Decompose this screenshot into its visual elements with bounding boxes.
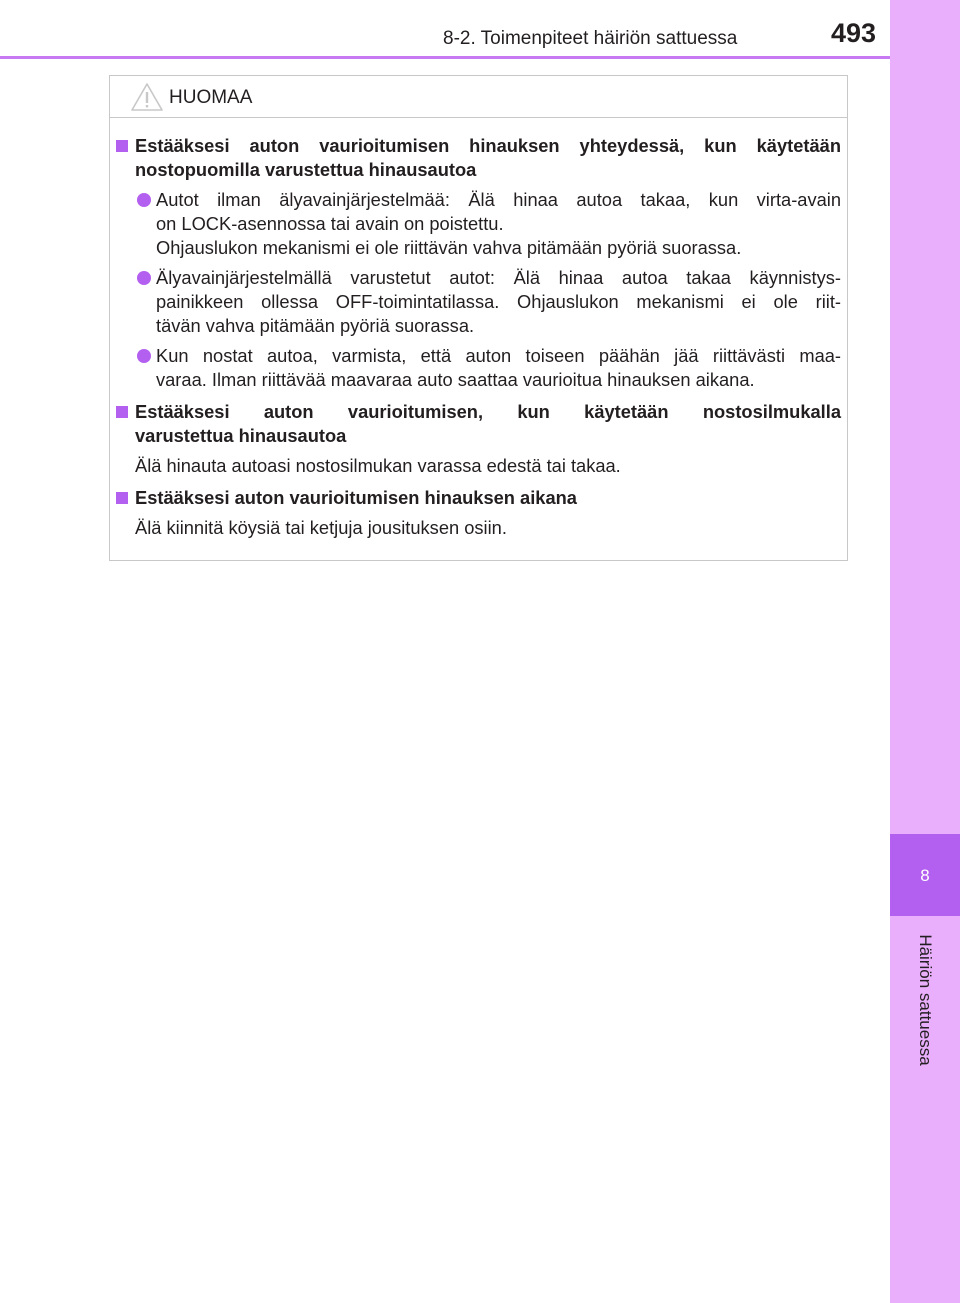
bullet-line: Ohjauslukon mekanismi ei ole riittävän vahva pitämään pyöriä suorassa.	[156, 237, 742, 258]
notice-body	[116, 134, 841, 540]
bullet-line: Autot ilman älyavainjärjestelmää: Älä hinaa autoa takaa, kun virta-avain	[156, 189, 841, 210]
section-title-line: Estääksesi auton vaurioitumisen hinauksen aikana	[135, 487, 577, 508]
bullet-item	[135, 188, 841, 260]
bullet-dot-icon	[137, 193, 151, 207]
bullet-line: tävän vahva pitämään pyöriä suorassa.	[156, 315, 475, 336]
chapter-label: Häiriön sattuessa	[916, 934, 935, 1066]
bullet-item	[135, 266, 841, 338]
section-title-line: Estääksesi auton vaurioitumisen hinauksen yhteydessä, kun käytetään	[135, 135, 841, 156]
section-title-line: nostopuomilla varustettua hinausautoa	[135, 159, 477, 180]
notice-section	[116, 400, 841, 478]
warning-triangle-icon	[130, 82, 164, 112]
chapter-side-tab	[890, 0, 960, 1303]
section-marker-icon	[116, 406, 128, 418]
bullet-line: painikkeen ollessa OFF-toimintatilassa. Ohjauslukon mekanismi ei ole riit-	[156, 291, 841, 312]
chapter-number-tab	[890, 834, 960, 916]
section-marker-icon	[116, 140, 128, 152]
page-number: 493	[831, 18, 877, 48]
notice-section	[116, 486, 841, 540]
notice-header	[110, 76, 847, 118]
bullet-line: on LOCK-asennossa tai avain on poistettu.	[156, 213, 504, 234]
notice-box	[109, 75, 848, 561]
chapter-number: 8	[920, 866, 930, 885]
running-header-title: 8-2. Toimenpiteet häiriön sattuessa	[443, 28, 738, 49]
section-marker-icon	[116, 492, 128, 504]
section-title-line: Estääksesi auton vaurioitumisen, kun käytetään nostosilmukalla	[135, 401, 841, 422]
bullet-line: Älyavainjärjestelmällä varustetut autot: Älä hinaa autoa takaa käynnistys-	[156, 267, 841, 288]
section-title-line: varustettua hinausautoa	[135, 425, 347, 446]
bullet-line: Kun nostat autoa, varmista, että auton toiseen päähän jää riittävästi maa-	[156, 345, 841, 366]
section-text: Älä hinauta autoasi nostosilmukan varassa edestä tai takaa.	[135, 455, 621, 476]
notice-title: HUOMAA	[169, 87, 253, 108]
bullet-line: varaa. Ilman riittävää maavaraa auto saattaa vaurioitua hinauksen aikana.	[156, 369, 755, 390]
header-rule	[0, 56, 890, 59]
notice-section	[116, 134, 841, 392]
bullet-dot-icon	[137, 271, 151, 285]
section-text: Älä kiinnitä köysiä tai ketjuja jousituksen osiin.	[135, 517, 507, 538]
bullet-dot-icon	[137, 349, 151, 363]
bullet-item	[135, 344, 841, 392]
